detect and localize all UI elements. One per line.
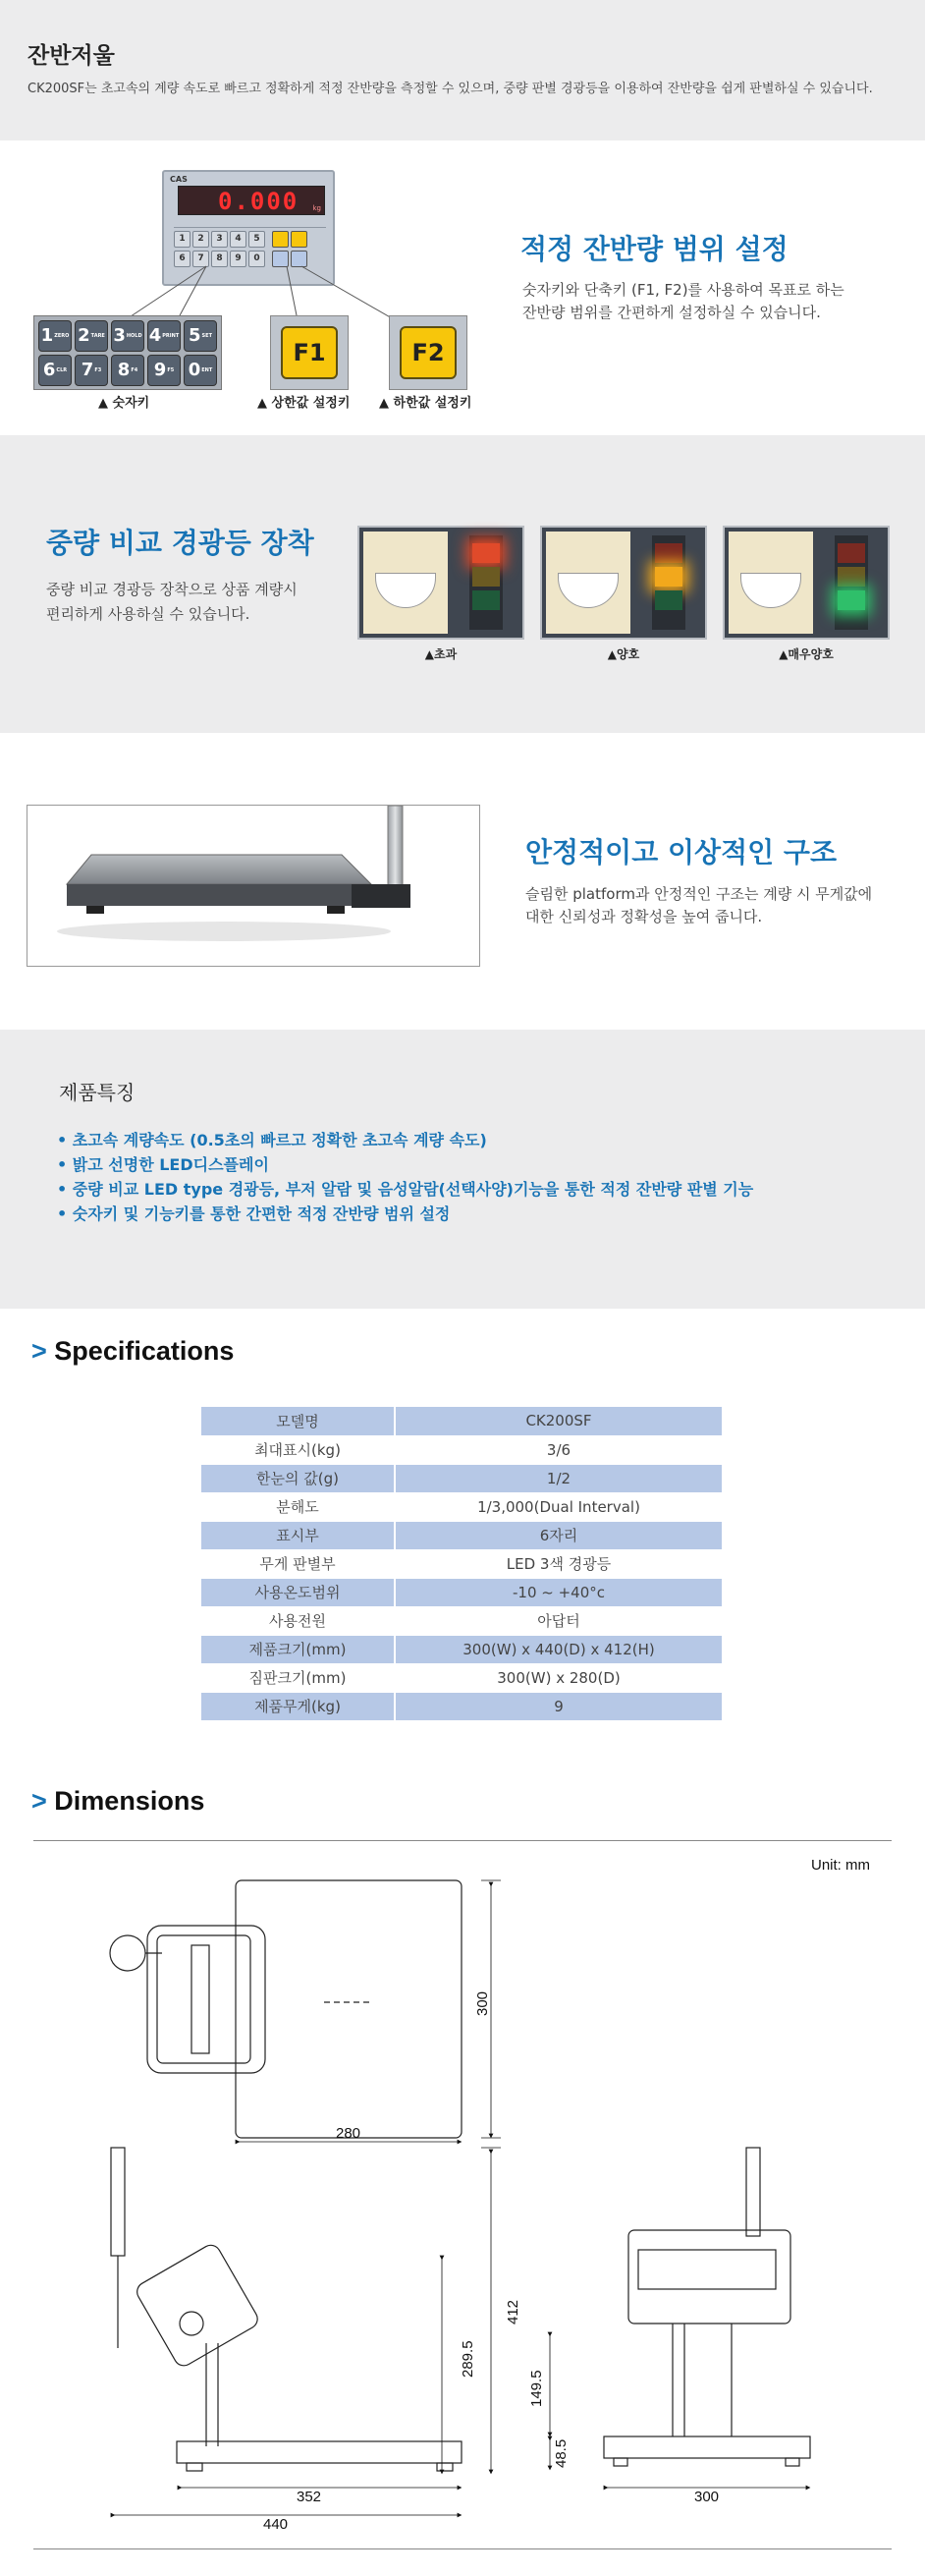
f2-key-box (389, 315, 467, 390)
spec-value: 9 (395, 1692, 722, 1720)
numeric-key-sub: SET (201, 333, 212, 339)
spec-label: 분해도 (201, 1492, 395, 1521)
signal-segment (655, 543, 682, 563)
section-lamp (0, 435, 925, 733)
dim-front-pole-height: 149.5 (528, 2370, 545, 2407)
spec-value: 6자리 (395, 1521, 722, 1549)
mini-key[interactable]: 7 (192, 251, 209, 267)
spec-row (201, 1464, 722, 1492)
lamp-heading: 중량 비교 경광등 장착 (46, 527, 314, 559)
spec-label: 제품무게(kg) (201, 1692, 395, 1720)
numeric-key-digit: 0 (188, 360, 201, 380)
signal-tower (652, 535, 685, 630)
spec-label: 사용전원 (201, 1606, 395, 1635)
section-range-setting (0, 140, 925, 435)
page-description: CK200SF는 초고속의 계량 속도로 빠르고 정확하게 적정 잔반량을 측정할 수 있으며, 중량 판별 경광등을 이용하여 잔반량을 쉽게 판별하실 수 있습니다. (27, 82, 873, 96)
front-view-drawing (604, 2148, 810, 2466)
numeric-key[interactable] (111, 355, 144, 386)
specs-heading-prefix: > (31, 1336, 47, 1366)
caption-numkey: ▲ 숫자키 (98, 396, 150, 411)
caption-upper: ▲ 상한값 설정키 (257, 396, 351, 411)
spec-value: -10 ~ +40°c (395, 1578, 722, 1606)
spec-label: 표시부 (201, 1521, 395, 1549)
spec-label: 모델명 (201, 1407, 395, 1435)
signal-segment (472, 567, 500, 587)
numeric-key-sub: PRINT (162, 333, 180, 339)
numeric-key-sub: F3 (94, 367, 102, 373)
signal-segment (838, 590, 865, 610)
numeric-key[interactable] (38, 355, 72, 386)
numeric-key-digit: 3 (113, 325, 126, 346)
spec-table-wrap (201, 1407, 722, 1721)
mini-key[interactable]: 6 (174, 251, 190, 267)
numeric-key-digit: 1 (40, 325, 54, 346)
bowl-photo (729, 532, 813, 634)
dimensions-rule-bottom (33, 2548, 892, 2549)
signal-segment (838, 567, 865, 587)
lamp-caption: ▲매우양호 (779, 647, 834, 661)
mini-key[interactable]: 4 (230, 231, 246, 248)
dim-side-total-height: 412 (505, 2299, 521, 2324)
numeric-key[interactable] (147, 320, 181, 352)
spec-row (201, 1521, 722, 1549)
scale-photo-frame (27, 805, 480, 967)
bowl-photo (546, 532, 630, 634)
page-title: 잔반저울 (27, 43, 115, 69)
features-heading: 제품특징 (59, 1081, 136, 1104)
spec-row (201, 1635, 722, 1663)
structure-body-2: 대한 신뢰성과 정확성을 높여 줍니다. (525, 908, 763, 925)
numeric-key-digit: 9 (153, 360, 167, 380)
dim-top-width: 280 (336, 2125, 361, 2142)
spec-value: 300(W) x 440(D) x 412(H) (395, 1635, 722, 1663)
numeric-key[interactable] (147, 355, 181, 386)
dimensions-heading (31, 1786, 204, 1817)
lamp-photo (357, 526, 524, 640)
spec-value: 아답터 (395, 1606, 722, 1635)
spec-row (201, 1692, 722, 1720)
scale-photo (27, 806, 479, 966)
spec-row (201, 1578, 722, 1606)
mini-key[interactable]: 9 (230, 251, 246, 267)
mini-key[interactable]: 2 (192, 231, 209, 248)
f2-key[interactable]: F2 (400, 326, 457, 379)
features-list (57, 1128, 753, 1226)
spec-table (201, 1407, 722, 1721)
lamp-photo (723, 526, 890, 640)
signal-tower (469, 535, 503, 630)
range-body-1: 숫자키와 단축키 (F1, F2)를 사용하여 목표로 하는 (522, 281, 844, 299)
range-body-2: 잔반량 범위를 간편하게 설정하실 수 있습니다. (522, 304, 821, 321)
led-unit: kg (312, 204, 321, 212)
spec-row (201, 1549, 722, 1578)
signal-segment (838, 543, 865, 563)
dim-front-base-height: 48.5 (553, 2438, 570, 2468)
lamp-caption: ▲초과 (424, 647, 458, 661)
side-view-drawing (111, 2148, 462, 2471)
signal-segment (655, 590, 682, 610)
spec-value: CK200SF (395, 1407, 722, 1435)
lamp-caption: ▲양호 (607, 647, 640, 661)
feature-item: • 밝고 선명한 LED디스플레이 (57, 1155, 269, 1174)
range-heading: 적정 잔반량 범위 설정 (520, 233, 789, 265)
numeric-key-digit: 7 (81, 360, 94, 380)
numeric-key-digit: 2 (78, 325, 90, 346)
mini-key[interactable]: 8 (211, 251, 228, 267)
spec-row (201, 1492, 722, 1521)
spec-value: 1/3,000(Dual Interval) (395, 1492, 722, 1521)
signal-segment (472, 543, 500, 563)
f1-key[interactable]: F1 (281, 326, 338, 379)
structure-body-1: 슬림한 platform과 안정적인 구조는 계량 시 무게값에 (525, 885, 873, 903)
lamp-item (357, 526, 524, 662)
mini-key[interactable]: 0 (248, 251, 265, 267)
numeric-key-sub: HOLD (126, 333, 142, 339)
numeric-key-sub: TARE (90, 333, 105, 339)
numeric-key[interactable] (75, 320, 108, 352)
lamp-item (723, 526, 890, 662)
section-structure (0, 733, 925, 1030)
section-features (0, 1030, 925, 1309)
numeric-key[interactable] (184, 355, 217, 386)
lamp-photo (540, 526, 707, 640)
spec-label: 무게 판별부 (201, 1549, 395, 1578)
dimensions-unit: Unit: mm (811, 1857, 870, 1874)
dimensions-heading-prefix: > (31, 1786, 47, 1816)
numeric-key-digit: 8 (117, 360, 131, 380)
spec-label: 한눈의 값(g) (201, 1464, 395, 1492)
lamp-item (540, 526, 707, 662)
spec-label: 최대표시(kg) (201, 1435, 395, 1464)
specs-heading-text: Specifications (54, 1336, 235, 1366)
spec-value: 1/2 (395, 1464, 722, 1492)
numeric-key-sub: CLR (56, 367, 68, 373)
numeric-key[interactable] (75, 355, 108, 386)
numeric-key-digit: 5 (189, 325, 201, 346)
dimension-drawings (0, 1847, 925, 2576)
spec-value: 3/6 (395, 1435, 722, 1464)
numeric-key-sub: ENT (201, 367, 213, 373)
numeric-key[interactable] (184, 320, 217, 352)
spec-label: 짐판크기(mm) (201, 1663, 395, 1692)
lamp-body-1: 중량 비교 경광등 장착으로 상품 계량시 (46, 581, 298, 598)
numeric-key-sub: F4 (131, 367, 138, 373)
numeric-key[interactable] (38, 320, 72, 352)
feature-item: • 중량 비교 LED type 경광등, 부저 알람 및 음성알람(선택사양)기능을 통한 적정 잔반량 판별 기능 (57, 1180, 754, 1199)
spec-row (201, 1407, 722, 1435)
signal-tower (835, 535, 868, 630)
spec-label: 제품크기(mm) (201, 1635, 395, 1663)
top-view-drawing (110, 1880, 462, 2138)
lamp-gallery (357, 526, 898, 673)
signal-segment (472, 590, 500, 610)
spec-value: LED 3색 경광등 (395, 1549, 722, 1578)
dimensions-rule-top (33, 1840, 892, 1841)
mini-key[interactable]: 1 (174, 231, 190, 248)
numeric-key-digit: 4 (148, 325, 162, 346)
caption-lower: ▲ 하한값 설정키 (379, 396, 472, 411)
spec-row (201, 1435, 722, 1464)
bowl-photo (363, 532, 448, 634)
led-reading: 0.000 (218, 188, 299, 215)
dim-side-display-height: 289.5 (460, 2340, 476, 2378)
feature-item: • 숫자키 및 기능키를 통한 간편한 적정 잔반량 범위 설정 (57, 1204, 451, 1223)
dim-front-width: 300 (694, 2489, 720, 2505)
spec-row (201, 1663, 722, 1692)
structure-heading: 안정적이고 이상적인 구조 (525, 836, 838, 868)
dim-top-depth: 300 (474, 1990, 491, 2016)
spec-label: 사용온도범위 (201, 1578, 395, 1606)
mini-key[interactable]: 5 (248, 231, 265, 248)
numeric-key-digit: 6 (42, 360, 56, 380)
signal-segment (655, 567, 682, 587)
mini-key[interactable]: 3 (211, 231, 228, 248)
numeric-keypad (33, 315, 222, 390)
header-band (0, 0, 925, 140)
numeric-key-sub: F5 (167, 367, 175, 373)
spec-value: 300(W) x 280(D) (395, 1663, 722, 1692)
indicator-brand: CAS (170, 175, 188, 184)
dim-side-base-depth: 352 (297, 2489, 322, 2505)
numeric-key[interactable] (111, 320, 144, 352)
spec-row (201, 1606, 722, 1635)
lamp-body-2: 편리하게 사용하실 수 있습니다. (46, 605, 250, 623)
specs-heading (31, 1336, 234, 1367)
f1-key-box (270, 315, 349, 390)
dim-side-total-depth: 440 (263, 2516, 289, 2533)
feature-item: • 초고속 계량속도 (0.5초의 빠르고 정확한 초고속 계량 속도) (57, 1131, 487, 1149)
numeric-key-sub: ZERO (54, 333, 70, 339)
dimensions-heading-text: Dimensions (54, 1786, 205, 1816)
